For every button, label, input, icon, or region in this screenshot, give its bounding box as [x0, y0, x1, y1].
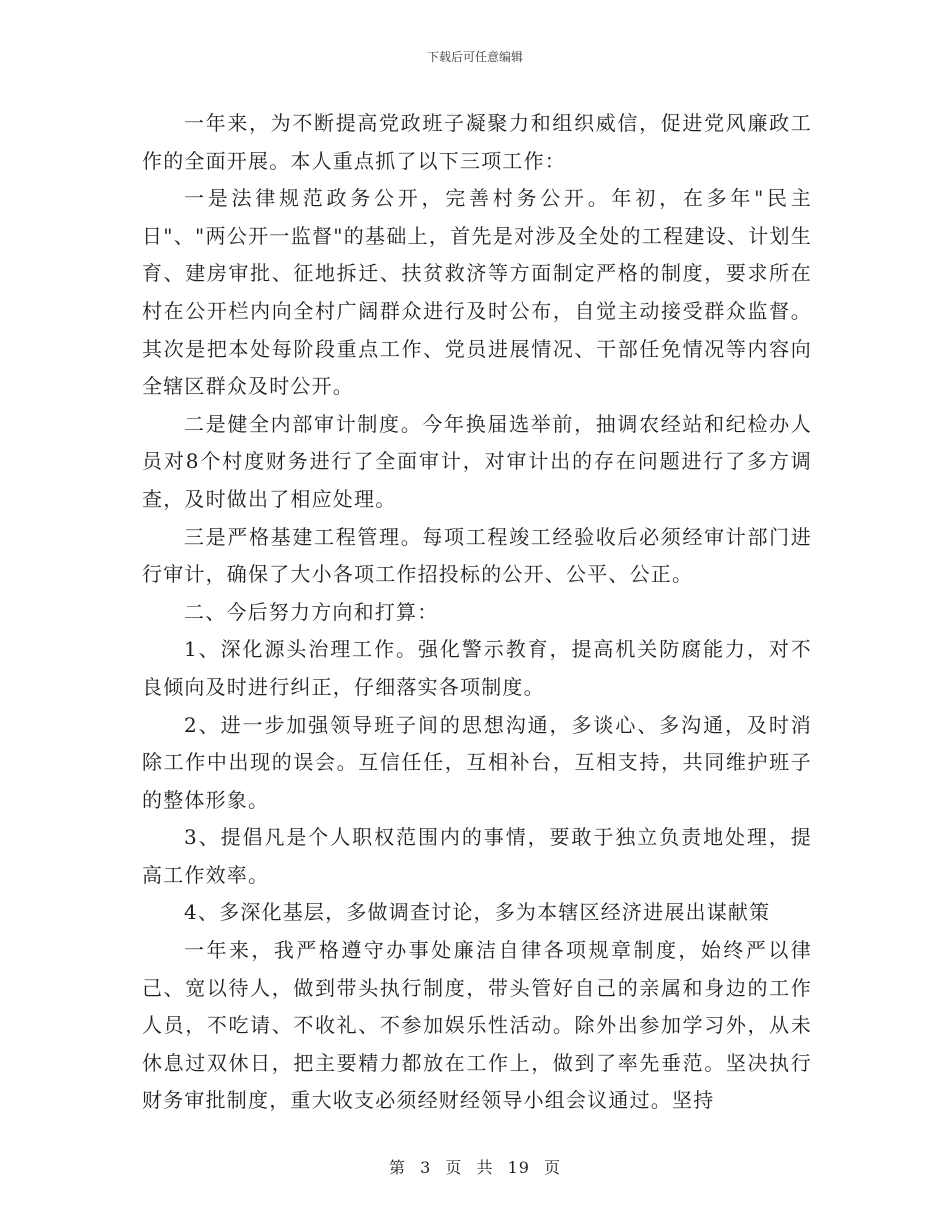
paragraph: 一年来，我严格遵守办事处廉洁自律各项规章制度，始终严以律己、宽以待人，做到带头执行制度，带头管好自己的亲属和身边的工作人员，不吃请、不收礼、不参加娱乐性活动。除外出参加学习外，从未休息过双休日，把主要精力都放在工作上，做到了率先垂范。坚决执行财务审批制度，重大收支必须经财经领导小组会议通过。坚持 — [142, 938, 812, 1113]
paragraph: 三是严格基建工程管理。每项工程竣工经验收后必须经审计部门进行审计，确保了大小各项工作招投标的公开、公平、公正。 — [142, 524, 812, 587]
paragraph: 二是健全内部审计制度。今年换届选举前，抽调农经站和纪检办人员对8个村度财务进行了全面审计，对审计出的存在问题进行了多方调查，及时做出了相应处理。 — [142, 411, 812, 511]
list-item: 4、多深化基层，多做调查讨论，多为本辖区经济进展出谋献策 — [184, 900, 771, 925]
list-item: 2、进一步加强领导班子间的思想沟通，多谈心、多沟通，及时消除工作中出现的误会。互信任任，互相补台，互相支持，共同维护班子的整体形象。 — [142, 712, 812, 812]
paragraph: 一是法律规范政务公开，完善村务公开。年初，在多年"民主日"、"两公开一监督"的基础上，首先是对涉及全处的工程建设、计划生育、建房审批、征地拆迁、扶贫救济等方面制定严格的制度，要求所在村在公开栏内向全村广阔群众进行及时公布，自觉主动接受群众监督。其次是把本处每阶段重点工作、党员进展情况、干部任免情况等内容向全辖区群众及时公开。 — [142, 186, 812, 399]
page-header: 下载后可任意编辑 — [426, 50, 523, 64]
current-page-number: 3 — [420, 1158, 432, 1177]
footer-suffix: 页 — [544, 1158, 562, 1177]
footer-total-word: 共 — [476, 1158, 494, 1177]
page-footer — [0, 1155, 950, 1178]
paragraph: 一年来，为不断提高党政班子凝聚力和组织威信，促进党风廉政工作的全面开展。本人重点抓了以下三项工作： — [142, 111, 812, 173]
footer-page-word: 页 — [445, 1158, 463, 1177]
list-item: 1、深化源头治理工作。强化警示教育，提高机关防腐能力，对不良倾向及时进行纠正，仔细落实各项制度。 — [142, 637, 812, 699]
document-body — [142, 105, 812, 1120]
total-pages-number: 19 — [507, 1158, 530, 1177]
footer-prefix: 第 — [388, 1158, 406, 1177]
section-heading: 二、今后努力方向和打算： — [184, 599, 439, 624]
list-item: 3、提倡凡是个人职权范围内的事情，要敢于独立负责地处理，提高工作效率。 — [142, 825, 812, 887]
